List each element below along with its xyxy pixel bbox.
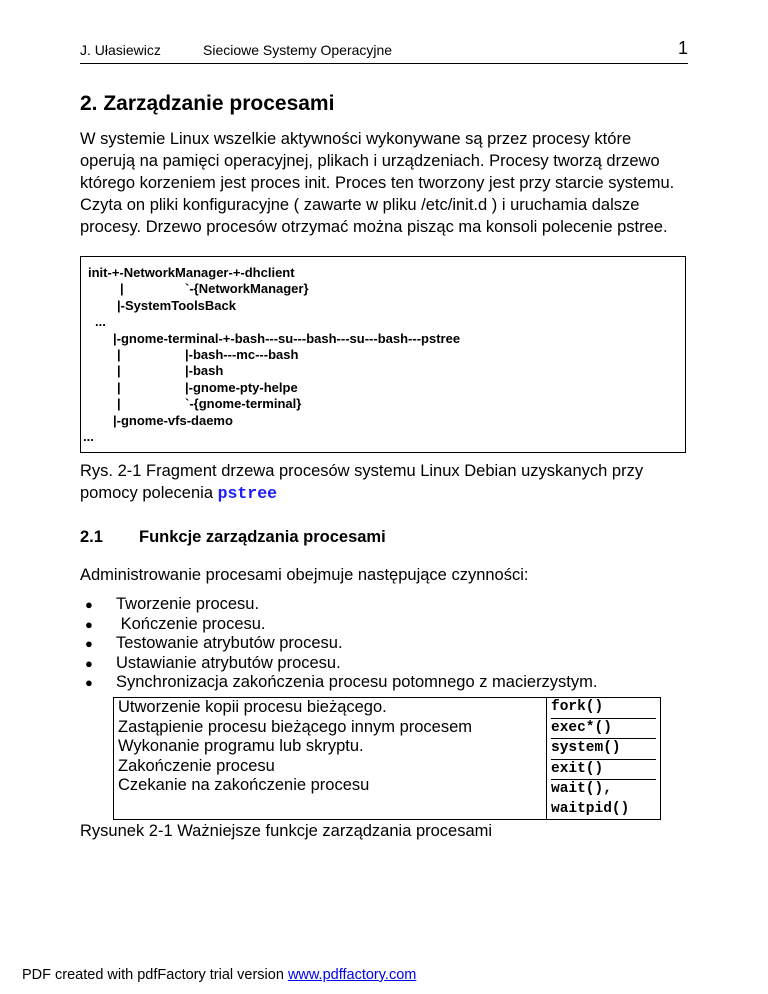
table-row xyxy=(114,698,661,820)
pstree-text: ... xyxy=(95,314,106,330)
pstree-text: | xyxy=(117,363,121,379)
section-heading xyxy=(80,528,386,547)
list-item-text: Tworzenie procesu. xyxy=(116,595,260,613)
header-divider xyxy=(80,63,688,64)
pstree-text: `-{gnome-terminal} xyxy=(185,396,302,412)
descriptions-column xyxy=(114,698,547,820)
pstree-text: |-bash xyxy=(185,363,224,379)
pstree-line xyxy=(81,380,685,396)
pstree-text: | xyxy=(117,396,121,412)
pstree-text: |-SystemToolsBack xyxy=(117,297,236,313)
pstree-line xyxy=(81,413,685,429)
pstree-text: |-gnome-vfs-daemo xyxy=(113,412,233,428)
pstree-line xyxy=(81,281,685,297)
function-name: exec*() xyxy=(551,719,656,740)
bullet-icon: ● xyxy=(85,616,93,632)
pstree-line xyxy=(81,363,685,379)
pstree-line xyxy=(81,347,685,363)
pstree-line xyxy=(81,298,685,314)
list-item-text: Ustawianie atrybutów procesu. xyxy=(116,653,341,672)
section-title: Funkcje zarządzania procesami xyxy=(139,528,386,546)
bullet-icon: ● xyxy=(85,636,93,651)
pstree-output-box xyxy=(80,256,686,453)
pstree-command: pstree xyxy=(217,484,278,503)
pstree-line xyxy=(81,331,685,347)
chapter-title: 2. Zarządzanie procesami xyxy=(80,92,335,115)
bullet-icon: ● xyxy=(85,675,93,690)
header-author: J. Ułasiewicz xyxy=(80,42,161,58)
pdffactory-link[interactable]: www.pdffactory.com xyxy=(287,967,417,983)
list-item xyxy=(80,654,597,674)
bullet-icon: ● xyxy=(85,655,93,671)
pstree-text: | xyxy=(117,379,121,395)
pstree-text: | xyxy=(120,281,124,297)
pstree-line xyxy=(81,396,685,412)
pstree-text: |-gnome-terminal-+-bash---su---bash---su---bash---pstree xyxy=(113,330,461,346)
list-item-text: Synchronizacja zakończenia procesu potomnego z macierzystym. xyxy=(116,673,598,691)
functions-column xyxy=(547,698,661,820)
figure-caption-functions: Rysunek 2-1 Ważniejsze funkcje zarządzania procesami xyxy=(80,822,493,840)
pstree-line xyxy=(81,265,685,281)
section-number: 2.1 xyxy=(80,528,103,546)
pstree-line xyxy=(81,429,685,445)
task-list xyxy=(80,595,597,693)
function-name: waitpid() xyxy=(551,800,630,817)
function-name: exit() xyxy=(551,760,656,781)
page-number: 1 xyxy=(677,38,688,58)
pstree-text: | xyxy=(117,346,121,362)
figure-caption-pstree xyxy=(80,460,690,505)
section-intro: Administrowanie procesami obejmuje następujące czynności: xyxy=(80,566,529,584)
list-item xyxy=(80,673,597,693)
functions-table xyxy=(113,697,661,820)
caption-text: Rys. 2-1 Fragment drzewa procesów systemu Linux Debian uzyskanych przy pomocy polecenia xyxy=(80,462,644,502)
table-cell: Zastąpienie procesu bieżącego innym procesem xyxy=(118,717,473,736)
table-cell: Czekanie na zakończenie procesu xyxy=(118,776,370,794)
list-item-text: Kończenie procesu. xyxy=(116,614,266,633)
header-title: Sieciowe Systemy Operacyjne xyxy=(203,42,393,58)
list-item xyxy=(80,634,597,654)
pdf-footer xyxy=(22,967,416,983)
pstree-text: |-bash---mc---bash xyxy=(185,346,299,362)
list-item xyxy=(80,615,597,635)
bullet-icon: ● xyxy=(85,597,93,612)
table-cell: Zakończenie procesu xyxy=(118,756,275,775)
function-name: system() xyxy=(551,739,656,760)
pstree-text: |-gnome-pty-helpe xyxy=(185,379,298,395)
pstree-text: init-+-NetworkManager-+-dhclient xyxy=(88,265,295,280)
list-item-text: Testowanie atrybutów procesu. xyxy=(116,634,343,652)
pstree-text: `-{NetworkManager} xyxy=(185,281,309,297)
intro-paragraph: W systemie Linux wszelkie aktywności wykonywane są przez procesy które operują na pamięci operacyjnej, plikach i urządzeniach. Procesy tworzą drzewo którego korzeniem jest proces init. Proces ten tworzony jest przy starcie systemu. Czyta on pliki konfiguracyjne ( zawarte w pliku /etc/init.d ) i uruchamia dalsze procesy. Drzewo procesów otrzymać można pisząc ma konsoli polecenie pstree. xyxy=(80,130,675,236)
footer-text: PDF created with pdfFactory trial version xyxy=(22,967,288,983)
table-cell: Wykonanie programu lub skryptu. xyxy=(118,737,364,755)
table-cell: Utworzenie kopii procesu bieżącego. xyxy=(118,698,387,716)
function-name: fork() xyxy=(551,698,656,719)
list-item xyxy=(80,595,597,615)
pstree-line xyxy=(81,314,685,330)
function-name: wait(), xyxy=(551,781,612,797)
pstree-text: ... xyxy=(83,428,94,444)
